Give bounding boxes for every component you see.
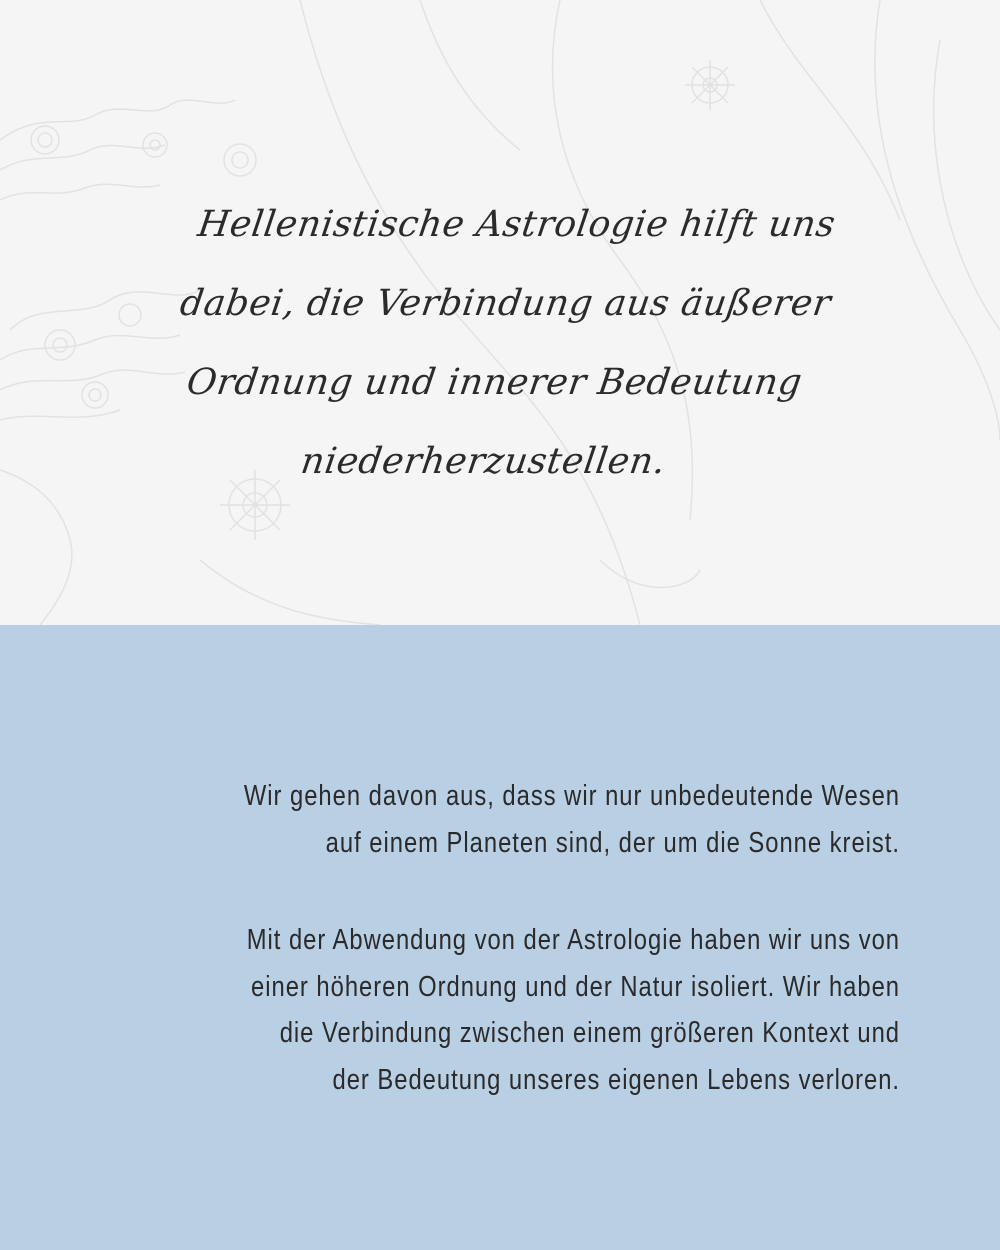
paragraph-line: einer höheren Ordnung und der Natur isoliert. Wir haben xyxy=(251,970,900,1003)
detail-paragraph xyxy=(162,917,900,1103)
intro-paragraph xyxy=(178,773,900,866)
quote-line: Hellenistische Astrologie hilft uns xyxy=(195,204,838,245)
paragraph-line: auf einem Planeten sind, der um die Sonne kreist. xyxy=(325,826,901,859)
quote-line: dabei, die Verbindung aus äußerer xyxy=(177,283,834,324)
body-section xyxy=(0,625,1000,1250)
paragraph-line: Wir gehen davon aus, dass wir nur unbedeutende Wesen xyxy=(243,780,900,812)
paragraph-line: die Verbindung zwischen einem größeren Kontext und xyxy=(279,1017,900,1049)
quote-line: Ordnung und innerer Bedeutung xyxy=(184,362,805,403)
paragraph-line: Mit der Abwendung von der Astrologie haben wir uns von xyxy=(246,924,900,956)
quote-line: niederherzustellen. xyxy=(298,441,669,482)
paragraph-line: der Bedeutung unseres eigenen Lebens verloren. xyxy=(332,1063,900,1096)
quote-text xyxy=(128,185,872,501)
